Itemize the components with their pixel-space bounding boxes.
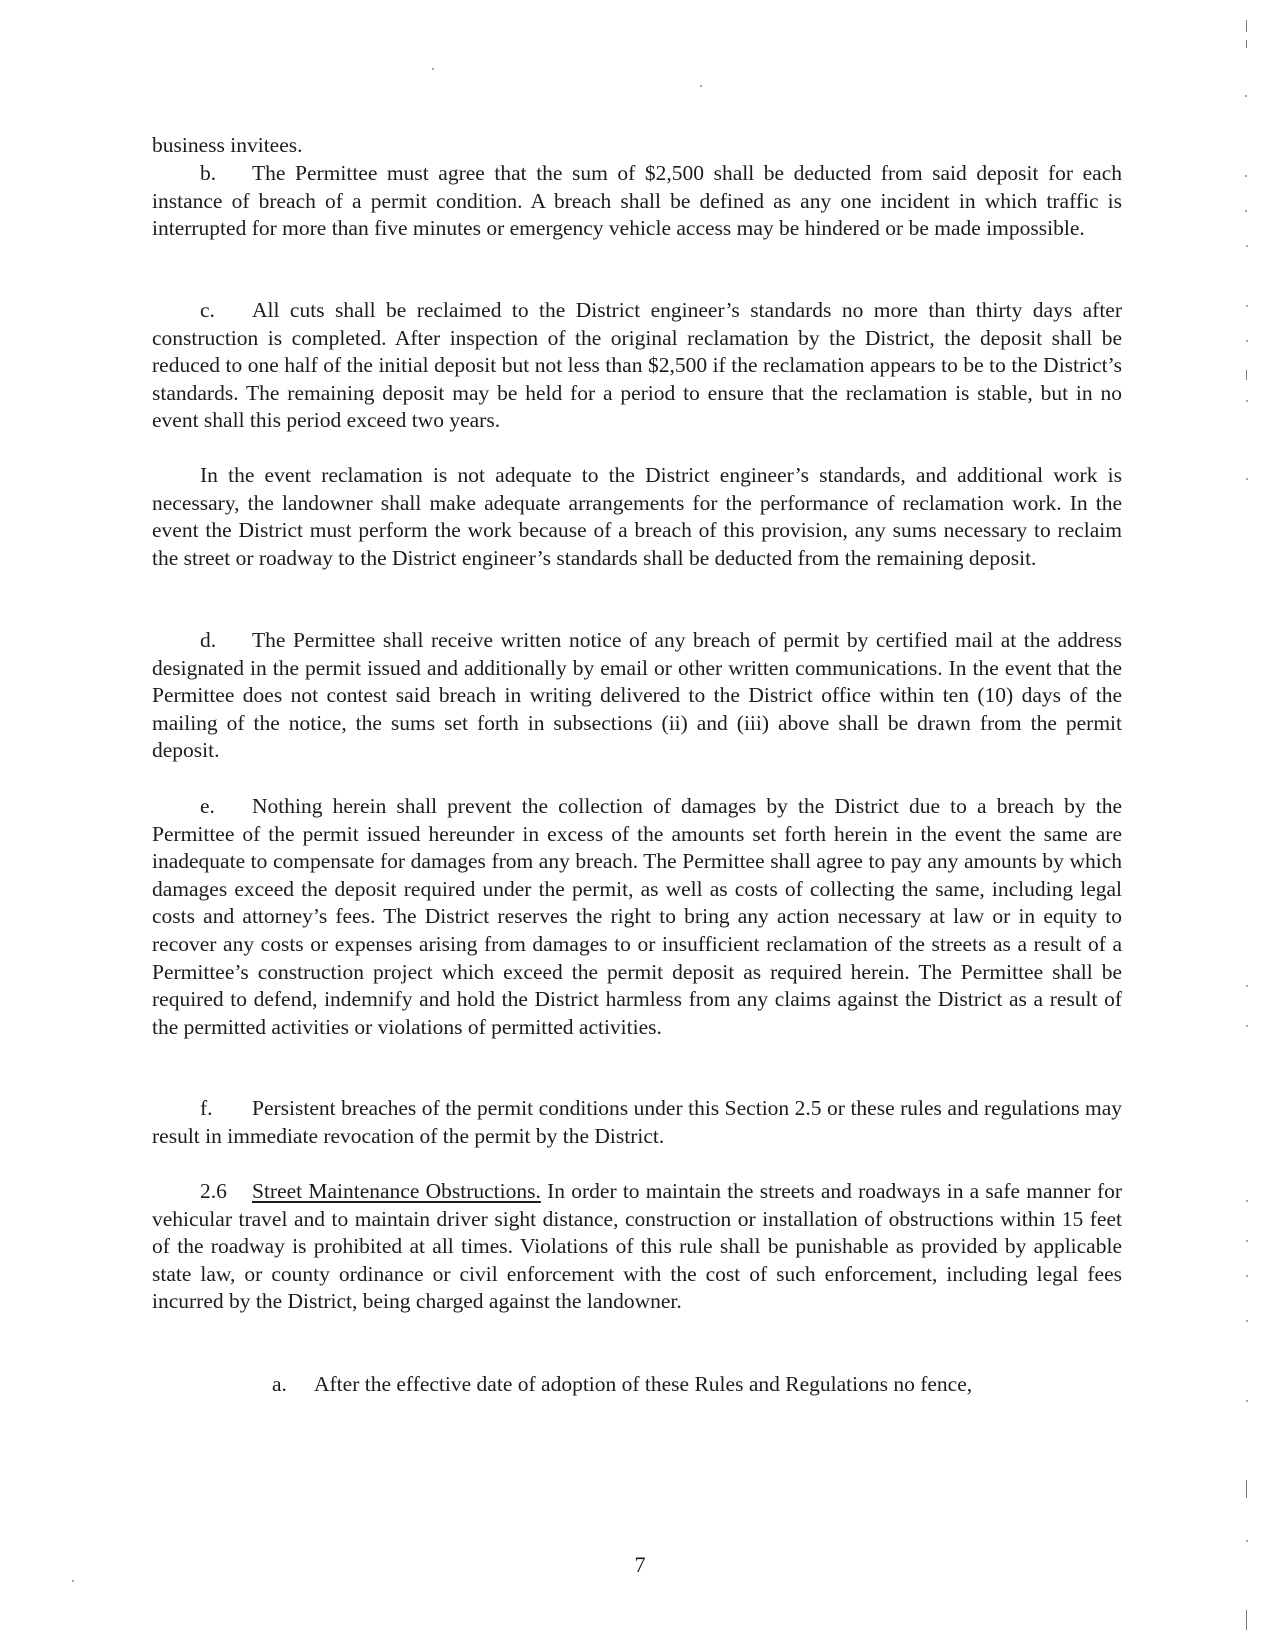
paragraph-d [152, 627, 1122, 765]
paragraph-b [152, 160, 1122, 243]
scan-artifact [1246, 1275, 1248, 1277]
paragraph-f-label: f. [200, 1096, 213, 1120]
scan-artifact [1246, 340, 1248, 342]
scan-artifact [1246, 305, 1248, 307]
scan-artifact [1246, 985, 1248, 987]
paragraph-e-text: Nothing herein shall prevent the collection of damages by the District due to a breach by the Permittee of the permit issued hereunder in excess of the amounts set forth herein in the event the same are inadequate to compensate for damages from any breach. The Permittee shall agree to pay any amounts by which damages exceed the deposit required under the permit, as well as costs of collecting the same, including legal costs and attorney’s fees. The District reserves the right to bring any action necessary at law or in equity to recover any costs or expenses arising from damages to or insufficient reclamation of the streets as a result of a Permittee’s construction project which exceed the permit deposit as required herein. The Permittee shall be required to defend, indemnify and hold the District harmless from any claims against the District as a result of the permitted activities or violations of permitted activities. [152, 794, 1122, 1039]
scan-artifact [1246, 400, 1248, 402]
paragraph-a-label: a. [272, 1372, 287, 1396]
paragraph-intro-text: business invitees. [152, 133, 303, 157]
scan-artifact [1245, 175, 1247, 177]
scan-artifact [1245, 210, 1247, 212]
section-2-6-heading: Street Maintenance Obstructions. [252, 1179, 541, 1203]
paragraph-d-label: d. [200, 628, 217, 652]
paragraph-e [152, 793, 1122, 1041]
paragraph-e-label: e. [200, 794, 215, 818]
scan-artifact [1246, 40, 1247, 48]
paragraph-a [152, 1371, 1122, 1399]
scan-artifact [432, 68, 434, 70]
scan-artifact [1246, 1400, 1248, 1402]
scan-artifact [1246, 370, 1247, 380]
scan-artifact [72, 1580, 74, 1582]
section-2-6-text: In order to maintain the streets and roadways in a safe manner for vehicular travel and to maintain driver sight distance, construction or installation of obstructions within 15 feet of the roadway is prohibited at all times. Violations of this rule shall be punishable as provided by applicable state law, or county ordinance or civil enforcement with the cost of such enforcement, including legal fees incurred by the District, being charged against the landowner. [152, 1179, 1123, 1314]
scan-artifact [1246, 1610, 1247, 1630]
paragraph-f-text: Persistent breaches of the permit conditions under this Section 2.5 or these rules and regulations may result in immediate revocation of the permit by the District. [152, 1096, 1122, 1148]
scan-artifact [1246, 1240, 1248, 1242]
paragraph-d-text: The Permittee shall receive written notice of any breach of permit by certified mail at the address designated in the permit issued and additionally by email or other written communications. In the event that the Permittee does not contest said breach in writing delivered to the District office within ten (10) days of the mailing of the notice, the sums set forth in subsections (ii) and (iii) above shall be drawn from the permit deposit. [152, 628, 1122, 763]
paragraph-f [152, 1095, 1122, 1150]
scan-artifact [1246, 1025, 1248, 1027]
paragraph-b-label: b. [200, 161, 217, 185]
paragraph-intro [152, 132, 1122, 160]
paragraph-c [152, 297, 1122, 435]
scan-artifact [1246, 1200, 1248, 1202]
paragraph-event [152, 462, 1122, 572]
scan-artifact [1246, 1320, 1248, 1322]
section-2-6 [152, 1178, 1122, 1316]
scan-artifact [1246, 1540, 1248, 1542]
scan-artifact [1246, 1480, 1247, 1498]
scan-artifact [1246, 245, 1248, 247]
page-number: 7 [634, 1552, 646, 1577]
paragraph-a-text: After the effective date of adoption of these Rules and Regulations no fence, [314, 1372, 973, 1396]
paragraph-b-text: The Permittee must agree that the sum of $2,500 shall be deducted from said deposit for each instance of breach of a permit condition. A breach shall be defined as any one incident in which traffic is interrupted for more than five minutes or emergency vehicle access may be hindered or be made impossible. [152, 161, 1122, 241]
paragraph-event-text: In the event reclamation is not adequate to the District engineer’s standards, and additional work is necessary, the landowner shall make adequate arrangements for the performance of reclamation work. In the event the District must perform the work because of a breach of this provision, any sums necessary to reclaim the street or roadway to the District engineer’s standards shall be deducted from the remaining deposit. [152, 463, 1122, 570]
paragraph-c-text: All cuts shall be reclaimed to the District engineer’s standards no more than thirty days after construction is completed. After inspection of the original reclamation by the District, the deposit shall be reduced to one half of the initial deposit but not less than $2,500 if the reclamation appears to be to the District’s standards. The remaining deposit may be held for a period to ensure that the reclamation is stable, but in no event shall this period exceed two years. [152, 298, 1122, 433]
section-2-6-number: 2.6 [200, 1179, 227, 1203]
paragraph-c-label: c. [200, 298, 215, 322]
scan-artifact [700, 85, 702, 87]
scan-artifact [1246, 20, 1247, 32]
scan-artifact [1245, 95, 1247, 97]
scan-artifact [1246, 478, 1248, 480]
